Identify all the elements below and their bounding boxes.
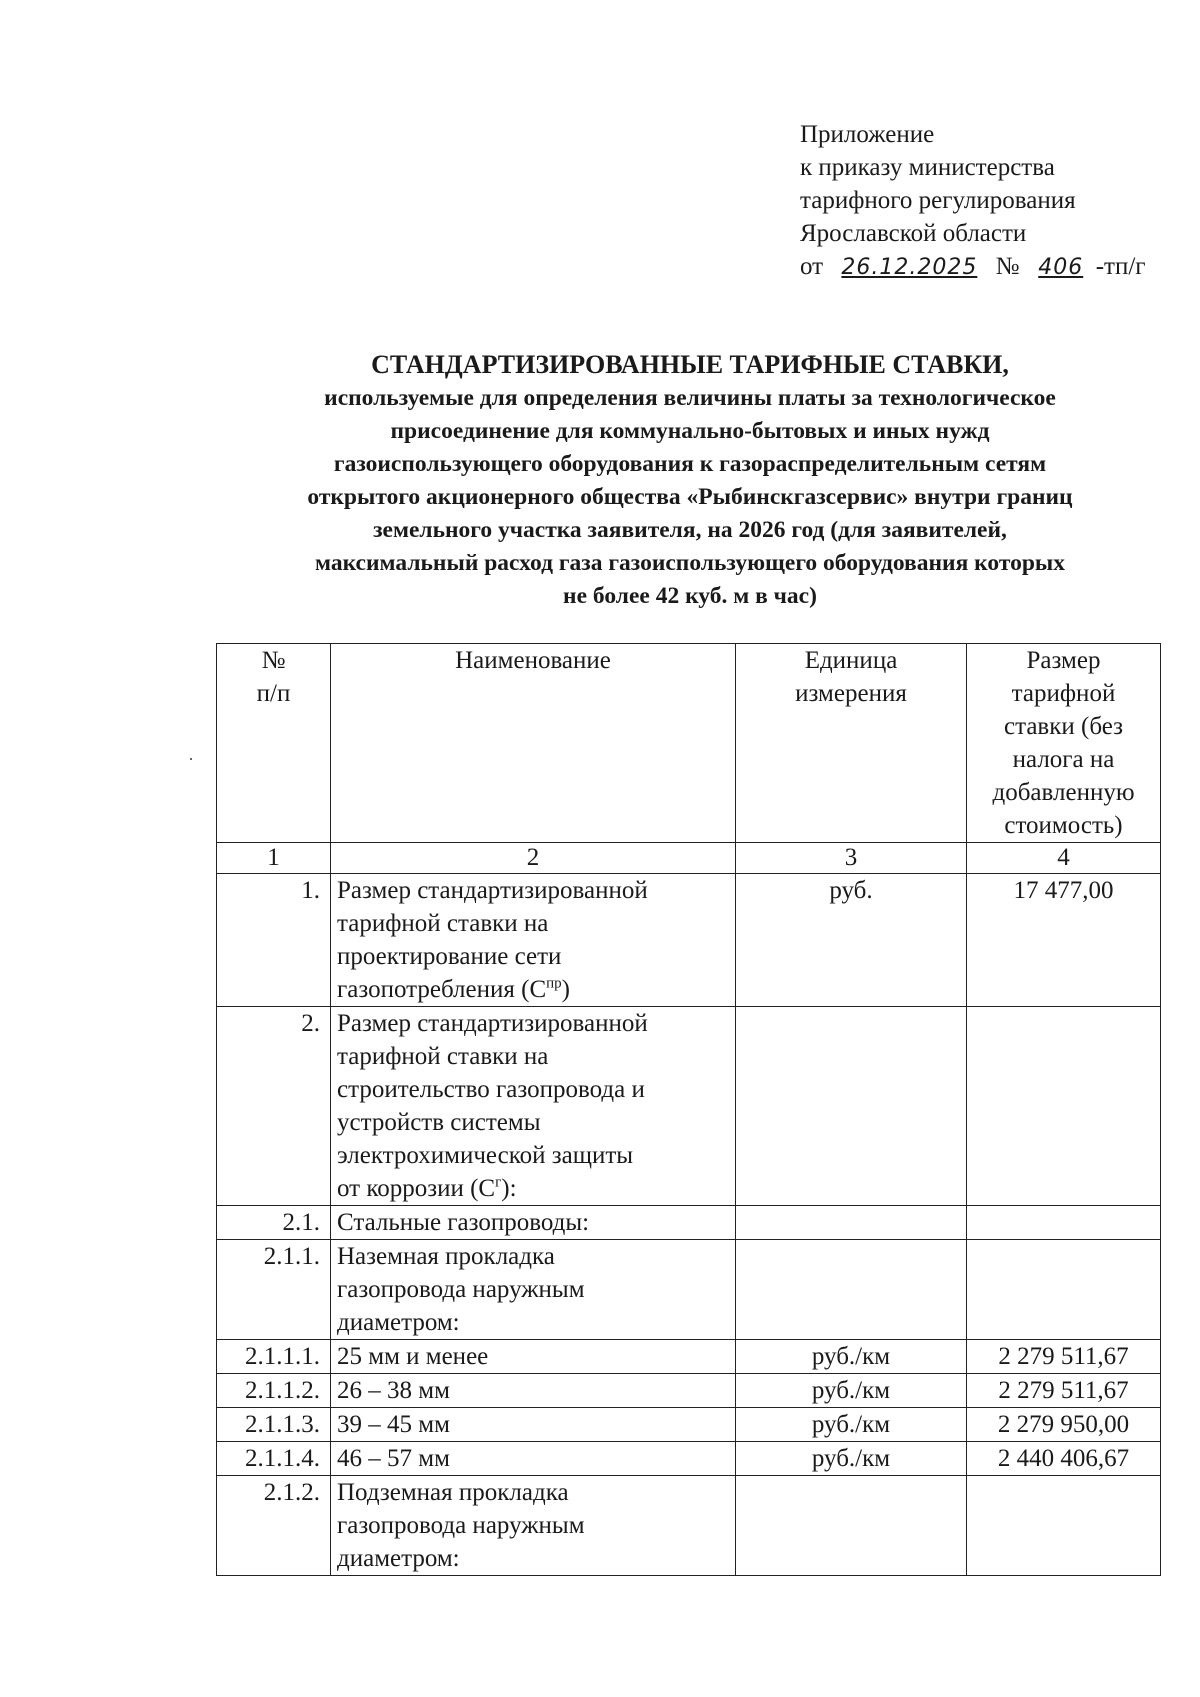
row-number: 2. xyxy=(217,1007,331,1206)
header-unit-line-1: Единица xyxy=(804,647,898,674)
document-title xyxy=(190,348,1190,613)
row-number: 2.1.1. xyxy=(217,1240,331,1340)
title-sub-4: открытого акционерного общества «Рыбинскгазсервис» внутри границ xyxy=(307,484,1073,510)
row-unit: руб./км xyxy=(736,1374,967,1408)
row-name-line: строительство газопровода и xyxy=(337,1076,645,1103)
row-number: 2.1.1.4. xyxy=(217,1442,331,1476)
row-value: 2 279 511,67 xyxy=(967,1340,1161,1374)
row-name-superscript: пр xyxy=(546,975,562,992)
header-name-text: Наименование xyxy=(455,647,611,674)
handwritten-date: 26.12.2025 xyxy=(841,255,978,280)
row-name-line: диаметром: xyxy=(337,1545,460,1572)
row-unit: руб./км xyxy=(736,1340,967,1374)
row-number: 2.1.2. xyxy=(217,1476,331,1576)
row-name-line: электрохимической защиты xyxy=(337,1142,634,1169)
title-sub-1: используемые для определения величины платы за технологическое xyxy=(324,385,1056,411)
row-name: 46 – 57 мм xyxy=(331,1442,736,1476)
title-sub-7: не более 42 куб. м в час) xyxy=(563,583,817,609)
table-row xyxy=(217,1408,1161,1442)
header-size-line-6: стоимость) xyxy=(1004,812,1123,839)
title-sub-5: земельного участка заявителя, на 2026 год (для заявителей, xyxy=(373,517,1007,543)
table-row xyxy=(217,1240,1161,1340)
row-name xyxy=(331,874,736,1007)
row-name: Стальные газопроводы: xyxy=(331,1206,736,1240)
row-name-tail: ) xyxy=(561,976,570,1003)
table-row xyxy=(217,1007,1161,1206)
header-unit xyxy=(736,644,967,843)
row-number: 2.1.1.3. xyxy=(217,1408,331,1442)
row-value: 2 440 406,67 xyxy=(967,1442,1161,1476)
row-unit: руб. xyxy=(736,874,967,1007)
title-sub-3: газоиспользующего оборудования к газораспределительным сетям xyxy=(333,451,1047,477)
table-row xyxy=(217,874,1161,1007)
header-size-line-5: добавленную xyxy=(992,779,1135,806)
header-size xyxy=(967,644,1161,843)
header-number-line-1: № xyxy=(261,647,286,674)
row-name-line: Размер стандартизированной xyxy=(337,1010,648,1037)
appendix-line-4: Ярославской области xyxy=(800,220,1027,247)
header-size-line-1: Размер xyxy=(1026,647,1101,674)
scan-speck xyxy=(190,758,192,760)
row-value xyxy=(967,1007,1161,1206)
title-sub-2: присоединение для коммунально-бытовых и иных нужд xyxy=(390,418,990,444)
header-name xyxy=(331,644,736,843)
column-number-1: 1 xyxy=(217,843,331,874)
row-name-line: газопровода наружным xyxy=(337,1512,585,1539)
row-unit: руб./км xyxy=(736,1408,967,1442)
row-name-line: Наземная прокладка xyxy=(337,1243,555,1270)
appendix-block xyxy=(800,118,1146,284)
appendix-line-3: тарифного регулирования xyxy=(800,187,1076,214)
row-name-line: устройств системы xyxy=(337,1109,541,1136)
row-name-line xyxy=(337,1172,731,1205)
row-number: 2.1.1.1. xyxy=(217,1340,331,1374)
row-value xyxy=(967,1206,1161,1240)
header-unit-line-2: измерения xyxy=(795,680,907,707)
row-unit xyxy=(736,1206,967,1240)
row-name xyxy=(331,1240,736,1340)
table-row xyxy=(217,1206,1161,1240)
table-row xyxy=(217,1340,1161,1374)
table-header-row xyxy=(217,644,1161,843)
row-name-line: проектирование сети xyxy=(337,943,562,970)
row-unit xyxy=(736,1007,967,1206)
row-name: 39 – 45 мм xyxy=(331,1408,736,1442)
row-name-superscript: г xyxy=(495,1174,502,1191)
table-row xyxy=(217,1476,1161,1576)
column-number-4: 4 xyxy=(967,843,1161,874)
table-row xyxy=(217,1442,1161,1476)
row-name-tail: ): xyxy=(501,1175,517,1202)
row-name: 25 мм и менее xyxy=(331,1340,736,1374)
order-suffix: -тп/г xyxy=(1095,253,1146,280)
header-size-line-2: тарифной xyxy=(1011,680,1116,707)
row-number: 2.1. xyxy=(217,1206,331,1240)
appendix-order-line xyxy=(800,250,1146,284)
row-name xyxy=(331,1476,736,1576)
title-sub-6: максимальный расход газа газоиспользующего оборудования которых xyxy=(315,550,1065,576)
row-number: 2.1.1.2. xyxy=(217,1374,331,1408)
row-value: 2 279 950,00 xyxy=(967,1408,1161,1442)
row-name-line: Размер стандартизированной xyxy=(337,877,648,904)
handwritten-number: 406 xyxy=(1038,255,1084,280)
column-number-2: 2 xyxy=(331,843,736,874)
date-prefix: от xyxy=(800,253,824,280)
row-name xyxy=(331,1007,736,1206)
row-name: 26 – 38 мм xyxy=(331,1374,736,1408)
row-unit: руб./км xyxy=(736,1442,967,1476)
row-name-line xyxy=(337,973,731,1006)
column-number-row xyxy=(217,843,1161,874)
row-name-line: тарифной ставки на xyxy=(337,1043,549,1070)
header-size-line-4: налога на xyxy=(1012,746,1115,773)
appendix-line-2: к приказу министерства xyxy=(800,154,1055,181)
row-name-text: от коррозии (С xyxy=(337,1175,496,1202)
title-main: СТАНДАРТИЗИРОВАННЫЕ ТАРИФНЫЕ СТАВКИ, xyxy=(371,350,1009,379)
row-name-text: газопотребления (С xyxy=(337,976,547,1003)
row-name-line: Подземная прокладка xyxy=(337,1479,569,1506)
row-number: 1. xyxy=(217,874,331,1007)
row-name-line: диаметром: xyxy=(337,1309,460,1336)
row-value: 2 279 511,67 xyxy=(967,1374,1161,1408)
row-name-line: газопровода наружным xyxy=(337,1276,585,1303)
row-unit xyxy=(736,1240,967,1340)
row-name-line: тарифной ставки на xyxy=(337,910,549,937)
header-size-line-3: ставки (без xyxy=(1004,713,1123,740)
row-unit xyxy=(736,1476,967,1576)
header-number-line-2: п/п xyxy=(256,680,291,707)
appendix-line-1: Приложение xyxy=(800,121,935,148)
table-row xyxy=(217,1374,1161,1408)
header-number xyxy=(217,644,331,843)
row-value xyxy=(967,1476,1161,1576)
column-number-3: 3 xyxy=(736,843,967,874)
tariff-table xyxy=(216,643,1161,1576)
number-sign: № xyxy=(995,253,1020,280)
row-value: 17 477,00 xyxy=(967,874,1161,1007)
row-value xyxy=(967,1240,1161,1340)
